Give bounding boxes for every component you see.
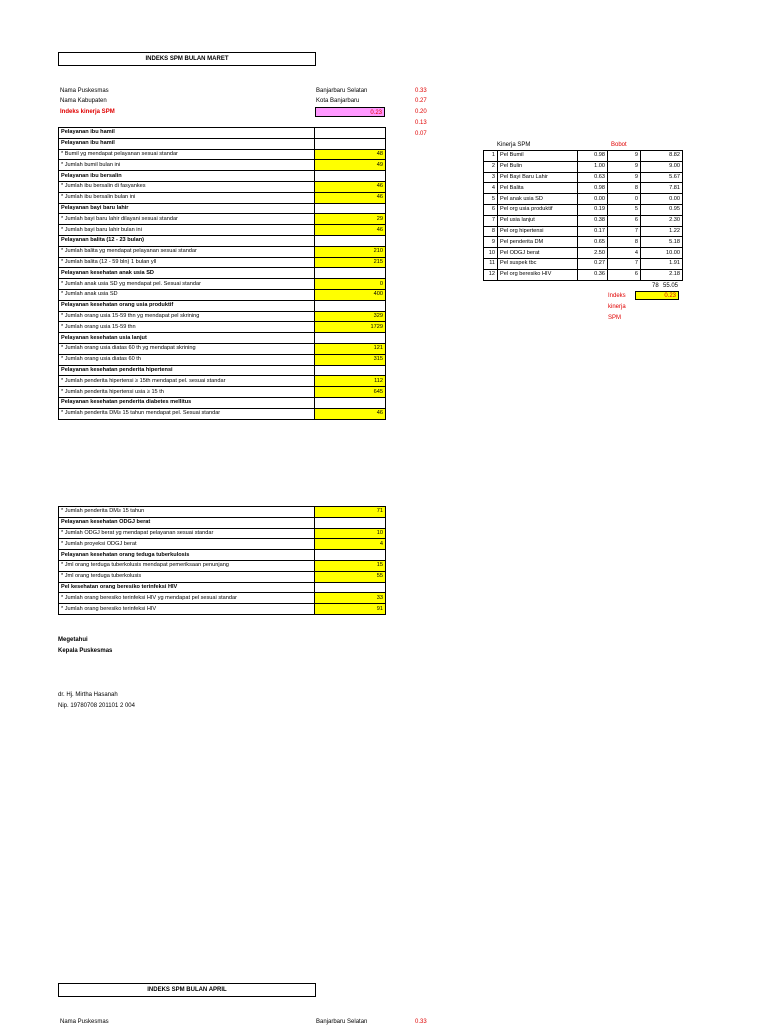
row-value: 15 bbox=[315, 560, 386, 571]
row-label: * Bumil yg mendapat pelayanan sesuai standar bbox=[59, 149, 315, 160]
kinerja-header: Kinerja SPM bbox=[497, 142, 531, 148]
kinerja-cell-n: 9 bbox=[484, 237, 498, 248]
kinerja-cell-name: Pel Bulin bbox=[498, 161, 578, 172]
row-value: 46 bbox=[315, 408, 386, 419]
row-label: Pel kesehatan orang beresiko terinfeksi HIV bbox=[59, 582, 315, 593]
table-row bbox=[59, 397, 386, 408]
table-row bbox=[59, 560, 386, 571]
row-value bbox=[315, 517, 386, 528]
kinerja-cell-n: 4 bbox=[484, 183, 498, 194]
table-row bbox=[59, 408, 386, 419]
kinerja-cell-b: 0 bbox=[608, 194, 641, 205]
kinerja-cell-name: Pel org hipertensi bbox=[498, 226, 578, 237]
nama-puskesmas-value: Banjarbaru Selatan bbox=[316, 88, 368, 94]
row-label: * Jumlah orang beresiko terinfeksi HIV yg mendapat pel sesuai standar bbox=[59, 593, 315, 604]
row-label: * Jumlah ODGJ berat yg mendapat pelayanan sesuai standar bbox=[59, 528, 315, 539]
row-label: * Jumlah orang usia diatas 60 th yg mendapat skrining bbox=[59, 343, 315, 354]
side-number: 0.27 bbox=[415, 98, 427, 104]
row-label: * Jumlah penderita hipertensi ≥ 15th mendapat pel. sesuai standar bbox=[59, 376, 315, 387]
table-row bbox=[59, 539, 386, 550]
table-row bbox=[59, 333, 386, 344]
row-label: * Jumlah ibu bersalin di fasyankes bbox=[59, 181, 315, 192]
row-label: * Jumlah orang beresiko terinfeksi HIV bbox=[59, 604, 315, 615]
kinerja-cell-c: 8.82 bbox=[641, 151, 683, 162]
kinerja-row bbox=[484, 226, 683, 237]
kinerja-cell-c: 2.30 bbox=[641, 215, 683, 226]
row-label: Pelayanan balita (12 - 23 bulan) bbox=[59, 235, 315, 246]
row-label: Pelayanan kesehatan orang teduga tuberkulosis bbox=[59, 550, 315, 561]
nama-kabupaten-label: Nama Kabupaten bbox=[60, 98, 107, 104]
table-row bbox=[59, 289, 386, 300]
kinerja-cell-a: 0.65 bbox=[578, 237, 608, 248]
row-value: 400 bbox=[315, 289, 386, 300]
kinerja-cell-n: 6 bbox=[484, 204, 498, 215]
table-row bbox=[59, 192, 386, 203]
total-value: 55.05 bbox=[662, 283, 678, 289]
kinerja-cell-b: 6 bbox=[608, 215, 641, 226]
row-value bbox=[315, 300, 386, 311]
row-label: * Jml orang terduga tuberkolusis bbox=[59, 571, 315, 582]
row-value bbox=[315, 268, 386, 279]
row-label: * Jumlah penderita hipertensi usia ≥ 15 th bbox=[59, 387, 315, 398]
indeks-kinerja-value: 0.23 bbox=[315, 107, 385, 117]
kinerja-cell-name: Pel penderita DM bbox=[498, 237, 578, 248]
kinerja-cell-a: 1.00 bbox=[578, 161, 608, 172]
nama-puskesmas-label: Nama Puskesmas bbox=[60, 88, 109, 94]
indeks-kinerja-label: Indeks kinerja SPM bbox=[60, 109, 115, 115]
kinerja-cell-b: 9 bbox=[608, 151, 641, 162]
kinerja-row bbox=[484, 237, 683, 248]
kinerja-cell-b: 4 bbox=[608, 248, 641, 259]
kinerja-row bbox=[484, 151, 683, 162]
kinerja-row bbox=[484, 172, 683, 183]
row-label: * Jumlah bumil bulan ini bbox=[59, 160, 315, 171]
table-row bbox=[59, 354, 386, 365]
row-label: * Jumlah orang usia 15-59 thn bbox=[59, 322, 315, 333]
row-label: Pelayanan bayi baru lahir bbox=[59, 203, 315, 214]
row-value: 46 bbox=[315, 225, 386, 236]
row-value bbox=[315, 235, 386, 246]
kinerja-cell-c: 2.18 bbox=[641, 269, 683, 280]
table-row bbox=[59, 604, 386, 615]
side-number: 0.13 bbox=[415, 120, 427, 126]
row-label: Pelayanan kesehatan penderita diabetes mellitus bbox=[59, 397, 315, 408]
kinerja-cell-a: 0.17 bbox=[578, 226, 608, 237]
table-row bbox=[59, 343, 386, 354]
signature-nip: Nip. 19780708 201101 2 004 bbox=[58, 703, 135, 709]
kinerja-cell-name: Pel usia lanjut bbox=[498, 215, 578, 226]
row-value: 33 bbox=[315, 593, 386, 604]
row-label: Pelayanan ibu hamil bbox=[59, 138, 315, 149]
total-bobot: 78 bbox=[652, 283, 659, 289]
row-value: 49 bbox=[315, 160, 386, 171]
row-value bbox=[315, 138, 386, 149]
row-label: * Jml orang terduga tuberkolusis mendapat pemeriksaan penunjang bbox=[59, 560, 315, 571]
row-value bbox=[315, 128, 386, 139]
row-value: 121 bbox=[315, 343, 386, 354]
row-value: 4 bbox=[315, 539, 386, 550]
row-label: * Jumlah orang usia diatas 60 th bbox=[59, 354, 315, 365]
table-row bbox=[59, 571, 386, 582]
row-value: 46 bbox=[315, 181, 386, 192]
row-value: 55 bbox=[315, 571, 386, 582]
section2-title: INDEKS SPM BULAN APRIL bbox=[58, 983, 316, 997]
row-label: * Jumlah orang usia 15-59 thn yg mendapat pel skrining bbox=[59, 311, 315, 322]
table-row bbox=[59, 311, 386, 322]
spm-input-table bbox=[58, 127, 386, 420]
section2-side-number: 0.33 bbox=[415, 1019, 427, 1025]
kinerja-row bbox=[484, 183, 683, 194]
kinerja-indeks-value: 0.23 bbox=[635, 291, 679, 300]
table-row bbox=[59, 582, 386, 593]
kinerja-cell-a: 0.27 bbox=[578, 258, 608, 269]
signature-line1: Megetahui bbox=[58, 637, 88, 643]
kinerja-row bbox=[484, 269, 683, 280]
row-value: 0 bbox=[315, 279, 386, 290]
kinerja-row bbox=[484, 204, 683, 215]
kinerja-row bbox=[484, 194, 683, 205]
side-number: 0.33 bbox=[415, 88, 427, 94]
kinerja-cell-n: 12 bbox=[484, 269, 498, 280]
row-label: Pelayanan kesehatan orang usia produktif bbox=[59, 300, 315, 311]
section1-title: INDEKS SPM BULAN MARET bbox=[58, 52, 316, 66]
row-value: 645 bbox=[315, 387, 386, 398]
row-value bbox=[315, 365, 386, 376]
row-value: 1729 bbox=[315, 322, 386, 333]
row-label: Pelayanan kesehatan penderita hipertensi bbox=[59, 365, 315, 376]
table-row bbox=[59, 235, 386, 246]
kinerja-cell-c: 1.91 bbox=[641, 258, 683, 269]
table-row bbox=[59, 517, 386, 528]
indeks-label: kinerja bbox=[608, 304, 626, 310]
table-row bbox=[59, 507, 386, 518]
row-value: 215 bbox=[315, 257, 386, 268]
table-row bbox=[59, 149, 386, 160]
side-number: 0.20 bbox=[415, 109, 427, 115]
table-row bbox=[59, 257, 386, 268]
kinerja-cell-b: 8 bbox=[608, 183, 641, 194]
kinerja-table bbox=[483, 150, 683, 281]
kinerja-cell-n: 7 bbox=[484, 215, 498, 226]
row-value bbox=[315, 171, 386, 182]
kinerja-cell-c: 0.95 bbox=[641, 204, 683, 215]
kinerja-cell-a: 0.00 bbox=[578, 194, 608, 205]
kinerja-cell-a: 0.38 bbox=[578, 215, 608, 226]
row-label: * Jumlah penderita DM≥ 15 tahun bbox=[59, 507, 315, 518]
row-label: Pelayanan kesehatan usia lanjut bbox=[59, 333, 315, 344]
kinerja-cell-n: 11 bbox=[484, 258, 498, 269]
indeks-label: Indeks bbox=[608, 293, 626, 299]
table-row bbox=[59, 322, 386, 333]
table-row bbox=[59, 203, 386, 214]
signature-line2: Kepala Puskesmas bbox=[58, 648, 113, 654]
row-value bbox=[315, 397, 386, 408]
row-label: * Jumlah bayi baru lahir dilayani sesuai standar bbox=[59, 214, 315, 225]
table-row bbox=[59, 593, 386, 604]
kinerja-cell-name: Pel Bumil bbox=[498, 151, 578, 162]
kinerja-row bbox=[484, 215, 683, 226]
table-row bbox=[59, 376, 386, 387]
row-value: 91 bbox=[315, 604, 386, 615]
kinerja-cell-name: Pel ODGJ berat bbox=[498, 248, 578, 259]
kinerja-cell-a: 0.36 bbox=[578, 269, 608, 280]
section2-puskesmas-label: Nama Puskesmas bbox=[60, 1019, 109, 1025]
kinerja-cell-c: 5.67 bbox=[641, 172, 683, 183]
kinerja-cell-c: 1.22 bbox=[641, 226, 683, 237]
table-row bbox=[59, 214, 386, 225]
table-row bbox=[59, 171, 386, 182]
row-value: 329 bbox=[315, 311, 386, 322]
row-value: 29 bbox=[315, 214, 386, 225]
row-value bbox=[315, 582, 386, 593]
kinerja-cell-c: 9.00 bbox=[641, 161, 683, 172]
spm-input-table-2 bbox=[58, 506, 386, 615]
table-row bbox=[59, 528, 386, 539]
kinerja-cell-b: 9 bbox=[608, 172, 641, 183]
nama-kabupaten-value: Kota Banjarbaru bbox=[316, 98, 360, 104]
row-label: Pelayanan kesehatan ODGJ berat bbox=[59, 517, 315, 528]
row-label: * Jumlah proyeksi ODGJ berat bbox=[59, 539, 315, 550]
indeks-label: SPM bbox=[608, 315, 622, 321]
kinerja-cell-name: Pel Bayi Baru Lahir bbox=[498, 172, 578, 183]
row-label: Pelayanan ibu bersalin bbox=[59, 171, 315, 182]
row-value: 315 bbox=[315, 354, 386, 365]
table-row bbox=[59, 138, 386, 149]
row-label: * Jumlah balita (12 - 59 bln) 1 bulan yll bbox=[59, 257, 315, 268]
row-value bbox=[315, 550, 386, 561]
kinerja-cell-name: Pel suspek tbc bbox=[498, 258, 578, 269]
table-row bbox=[59, 550, 386, 561]
table-row bbox=[59, 246, 386, 257]
bobot-header: Bobot bbox=[611, 142, 627, 148]
table-row bbox=[59, 300, 386, 311]
kinerja-cell-name: Pel anak usia SD bbox=[498, 194, 578, 205]
row-label: * Jumlah anak usia SD yg mendapat pel. Sesuai standar bbox=[59, 279, 315, 290]
table-row bbox=[59, 181, 386, 192]
row-value: 48 bbox=[315, 149, 386, 160]
kinerja-cell-n: 3 bbox=[484, 172, 498, 183]
row-label: Pelayanan kesehatan anak usia SD bbox=[59, 268, 315, 279]
row-value bbox=[315, 333, 386, 344]
kinerja-cell-name: Pel Balita bbox=[498, 183, 578, 194]
kinerja-cell-a: 0.98 bbox=[578, 151, 608, 162]
row-label: * Jumlah bayi baru lahir bulan ini bbox=[59, 225, 315, 236]
row-value: 210 bbox=[315, 246, 386, 257]
row-value: 46 bbox=[315, 192, 386, 203]
row-label: * Jumlah ibu bersalin bulan ini bbox=[59, 192, 315, 203]
kinerja-cell-name: Pel org usia produktif bbox=[498, 204, 578, 215]
kinerja-cell-n: 10 bbox=[484, 248, 498, 259]
table-row bbox=[59, 268, 386, 279]
row-label: Pelayanan ibu hamil bbox=[59, 128, 315, 139]
kinerja-cell-n: 1 bbox=[484, 151, 498, 162]
row-label: * Jumlah penderita DM≥ 15 tahun mendapat pel. Sesuai standar bbox=[59, 408, 315, 419]
kinerja-cell-c: 0.00 bbox=[641, 194, 683, 205]
kinerja-cell-b: 5 bbox=[608, 204, 641, 215]
row-value: 112 bbox=[315, 376, 386, 387]
kinerja-cell-a: 0.98 bbox=[578, 183, 608, 194]
kinerja-cell-b: 6 bbox=[608, 269, 641, 280]
kinerja-cell-b: 8 bbox=[608, 237, 641, 248]
kinerja-cell-name: Pel org beresiko HIV bbox=[498, 269, 578, 280]
signature-name: dr. Hj. Mirtha Hasanah bbox=[58, 692, 118, 698]
kinerja-cell-c: 10.00 bbox=[641, 248, 683, 259]
kinerja-row bbox=[484, 161, 683, 172]
kinerja-cell-b: 7 bbox=[608, 226, 641, 237]
row-label: * Jumlah balita yg mendapat pelayanan sesuai standar bbox=[59, 246, 315, 257]
side-number: 0.07 bbox=[415, 131, 427, 137]
table-row bbox=[59, 279, 386, 290]
kinerja-cell-c: 5.18 bbox=[641, 237, 683, 248]
row-value: 71 bbox=[315, 507, 386, 518]
row-value: 10 bbox=[315, 528, 386, 539]
table-row bbox=[59, 225, 386, 236]
kinerja-cell-n: 8 bbox=[484, 226, 498, 237]
kinerja-row bbox=[484, 248, 683, 259]
table-row bbox=[59, 387, 386, 398]
kinerja-cell-n: 2 bbox=[484, 161, 498, 172]
table-row bbox=[59, 160, 386, 171]
kinerja-cell-a: 0.19 bbox=[578, 204, 608, 215]
row-label: * Jumlah anak usia SD bbox=[59, 289, 315, 300]
section2-puskesmas-value: Banjarbaru Selatan bbox=[316, 1019, 368, 1025]
kinerja-cell-a: 2.50 bbox=[578, 248, 608, 259]
kinerja-cell-n: 5 bbox=[484, 194, 498, 205]
table-row bbox=[59, 128, 386, 139]
kinerja-row bbox=[484, 258, 683, 269]
table-row bbox=[59, 365, 386, 376]
kinerja-cell-a: 0.63 bbox=[578, 172, 608, 183]
kinerja-cell-c: 7.81 bbox=[641, 183, 683, 194]
kinerja-cell-b: 9 bbox=[608, 161, 641, 172]
kinerja-cell-b: 7 bbox=[608, 258, 641, 269]
row-value bbox=[315, 203, 386, 214]
